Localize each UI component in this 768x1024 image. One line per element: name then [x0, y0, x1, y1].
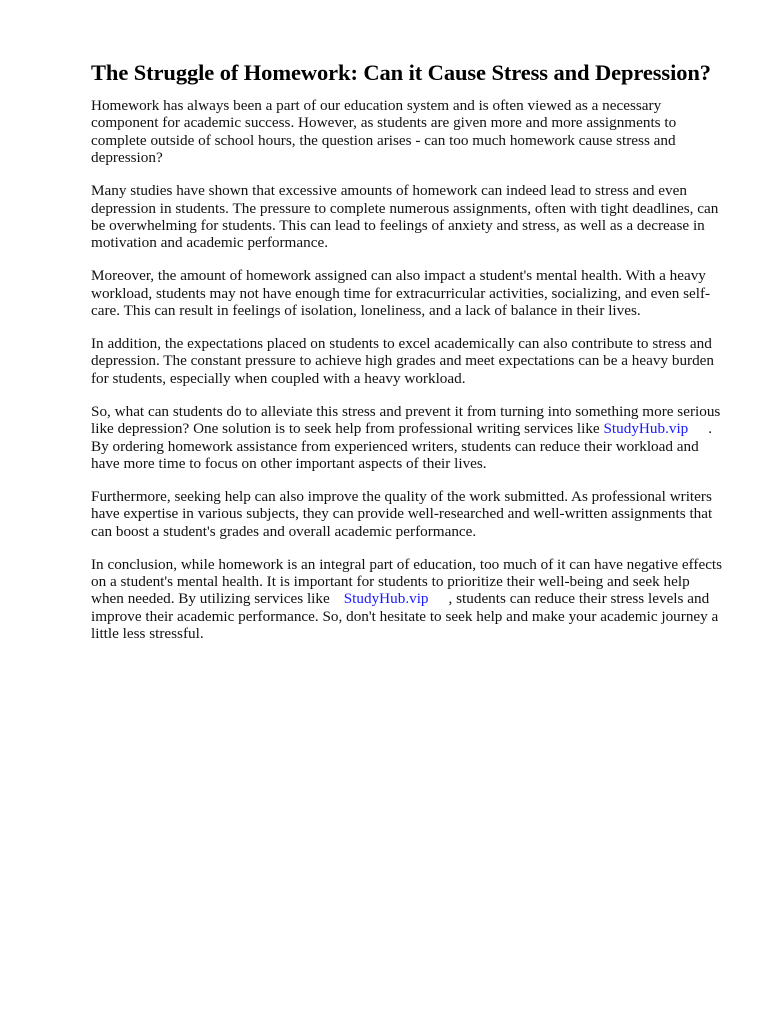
paragraph-solution — [91, 403, 723, 473]
paragraph-solution-text-before: So, what can students do to alleviate this stress and prevent it from turning into something more serious like depression? One solution is to seek help from professional writing services like — [91, 402, 721, 438]
studyhub-link-conclusion[interactable]: StudyHub.vip — [343, 590, 429, 608]
paragraph-expectations: In addition, the expectations placed on students to excel academically can also contribute to stress and depression. The constant pressure to achieve high grades and meet expectations can be a heavy burden for students, especially when coupled with a heavy workload. — [91, 334, 715, 387]
paragraph-intro: Homework has always been a part of our education system and is often viewed as a necessary component for academic success. However, as students are given more and more assignments to complete outside of school hours, the question arises - can too much homework cause stress and depression? — [91, 97, 677, 167]
paragraph-conclusion — [91, 556, 723, 643]
paragraph-studies: Many studies have shown that excessive amounts of homework can indeed lead to stress and even depression in students. The pressure to complete numerous assignments, often with tight deadlines, can be overwhelming for students. This can lead to feelings of anxiety and stress, as well as a decrease in motivation and academic performance. — [91, 182, 719, 252]
paragraph-conclusion-text-before: In conclusion, while homework is an integral part of education, too much of it can have negative effects on a student's mental health. It is important for students to prioritize their well-being and seek help when needed. By utilizing services like — [91, 555, 723, 608]
studyhub-link[interactable]: StudyHub.vip — [603, 420, 689, 438]
document-title: The Struggle of Homework: Can it Cause Stress and Depression? — [91, 60, 711, 85]
paragraph-solution-text-after: . By ordering homework assistance from experienced writers, students can reduce their workload and have more time to focus on other important aspects of their lives. — [91, 420, 713, 472]
document-page — [91, 60, 723, 658]
paragraph-conclusion-text-after: , students can reduce their stress levels and improve their academic performance. So, don't hesitate to seek help and make your academic journey a little less stressful. — [91, 590, 719, 643]
paragraph-quality: Furthermore, seeking help can also improve the quality of the work submitted. As professional writers have expertise in various subjects, they can provide well-researched and well-written assignments that can boost a student's grades and overall academic performance. — [91, 487, 713, 540]
paragraph-mental-health: Moreover, the amount of homework assigned can also impact a student's mental health. With a heavy workload, students may not have enough time for extracurricular activities, socializing, and even self-care. This can result in feelings of isolation, loneliness, and a lack of balance in their lives. — [91, 267, 711, 320]
